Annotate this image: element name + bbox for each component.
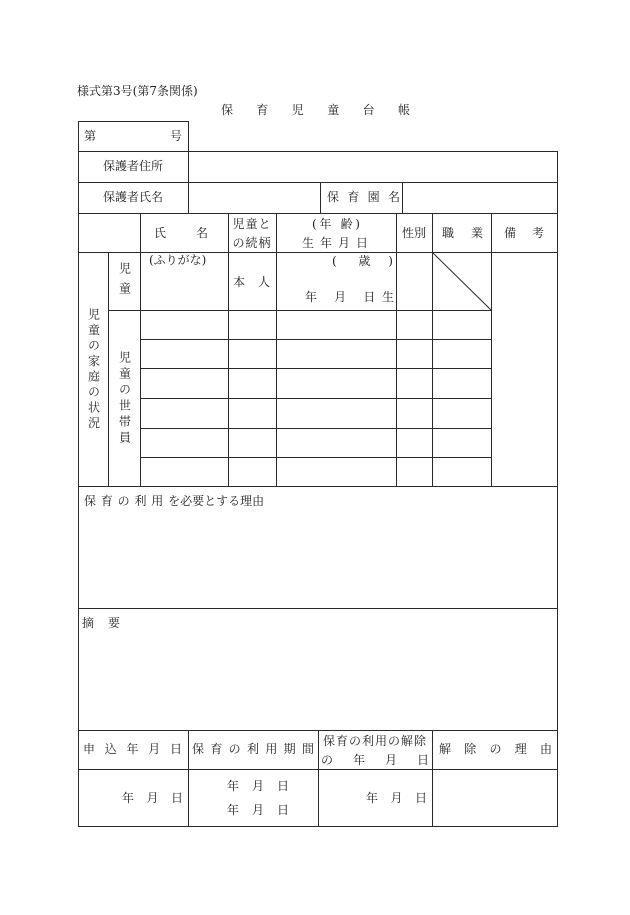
member-sex-cell [396,457,433,487]
member-age-cell [276,310,397,340]
guardian-name-field [188,182,321,214]
usage-period-label: 保 育 の 利 用 期 間 [192,742,314,756]
cancellation-reason-label: 解 除 の 理 由 [439,742,552,756]
member-age-cell [276,368,397,399]
header-sex-label: 性別 [401,226,426,240]
cancellation-date-value: 年 月 日 [366,791,427,805]
household-label: 児童の世帯員 [117,350,132,447]
header-relation-label-line2: の続柄 [232,236,272,250]
member-age-cell [276,398,397,429]
header-name-label: 氏 名 [154,226,208,240]
member-sex-cell [396,368,433,399]
member-sex-cell [396,428,433,458]
remarks-cell [491,252,558,487]
child-occupation-cell [432,252,492,311]
child-relation-value: 本 人 [233,275,270,289]
application-date-label: 申 込 年 月 日 [83,742,182,756]
child-label-cell [108,252,141,311]
header-occupation-label: 職 業 [442,226,483,240]
usage-period-end-value: 年 月 日 [227,803,289,817]
diagonal-slash [433,253,491,310]
member-occupation-cell [432,428,492,458]
member-name-cell [140,310,229,340]
member-relation-cell [228,428,277,458]
cancellation-reason-field [432,769,558,827]
member-occupation-cell [432,398,492,429]
child-sex-cell [396,252,433,311]
member-occupation-cell [432,457,492,487]
child-label: 児童 [117,261,132,302]
header-remarks-label: 備 考 [504,226,544,240]
member-age-cell [276,428,397,458]
register-number-prefix: 第 [84,129,97,143]
member-relation-cell [228,368,277,399]
member-age-cell [276,457,397,487]
member-name-cell [140,457,229,487]
member-occupation-cell [432,339,492,369]
family-status-label: 児童の家庭の状況 [86,307,101,432]
member-relation-cell [228,310,277,340]
form-title: 保 育 児 童 台 帳 [221,103,410,117]
reason-label: 保 育 の 利 用 を必要とする理由 [84,494,265,508]
cancellation-date-label-line1: 保育の利用の解除 [322,734,427,748]
usage-period-field [188,769,319,827]
household-label-cell [108,310,141,487]
family-status-label-cell [78,252,109,487]
header-relation-label-line1: 児童と [232,217,272,231]
child-furigana-label: (ふりがな) [149,253,207,267]
member-name-cell [140,339,229,369]
guardian-address-label: 保護者住所 [102,159,163,173]
guardian-address-field [188,151,558,183]
nursery-name-label: 保 育 園 名 [327,190,400,204]
header-age-label-line1: (年 齢) [312,217,360,231]
summary-label: 摘 要 [82,616,120,630]
member-occupation-cell [432,368,492,399]
child-birth-date-label: 年 月 日生 [305,290,394,304]
application-date-value: 年 月 日 [122,791,183,805]
header-blank-cell [78,213,141,253]
summary-cell [78,608,558,731]
member-name-cell [140,398,229,429]
member-relation-cell [228,398,277,429]
header-age-label-line2: 生 年 月 日 [302,236,368,250]
member-sex-cell [396,398,433,429]
member-relation-cell [228,457,277,487]
cancellation-date-label-line2: の 年 月 日 [321,753,429,767]
member-relation-cell [228,339,277,369]
form-number: 様式第3号(第7条関係) [77,84,198,98]
member-sex-cell [396,310,433,340]
nursery-name-field [402,182,558,214]
member-occupation-cell [432,310,492,340]
guardian-name-label: 保護者氏名 [102,190,163,204]
member-sex-cell [396,339,433,369]
child-age-label: ( 歳) [332,254,393,268]
usage-period-start-value: 年 月 日 [227,779,289,793]
member-name-cell [140,368,229,399]
member-age-cell [276,339,397,369]
register-number-suffix: 号 [170,129,183,143]
member-name-cell [140,428,229,458]
